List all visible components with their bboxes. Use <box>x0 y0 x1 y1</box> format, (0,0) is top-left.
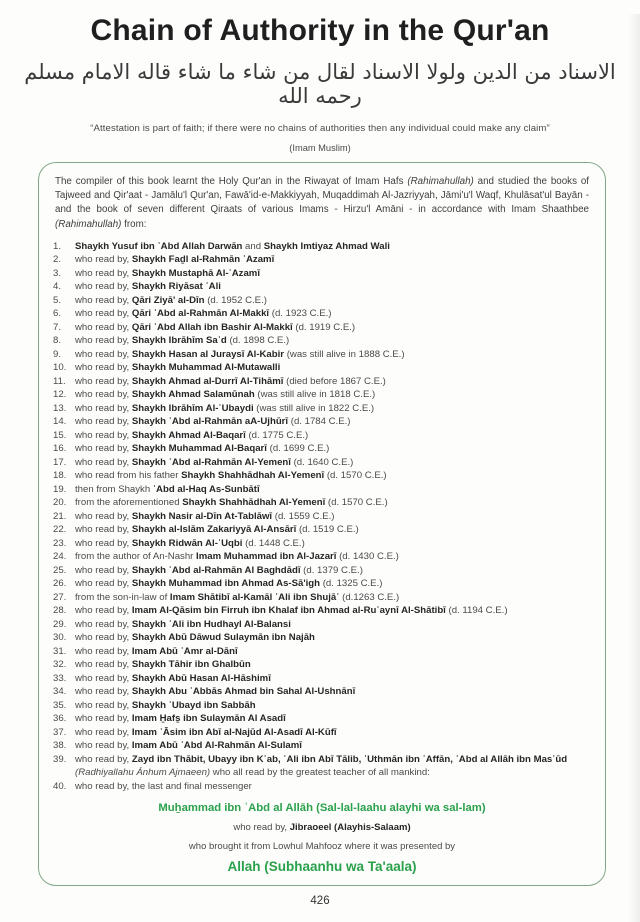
text-segment: (d. 1559 C.E.) <box>272 510 335 522</box>
text-segment: who read by, <box>75 389 132 401</box>
chain-item-number: 32. <box>53 659 67 671</box>
chain-item-text <box>75 429 593 443</box>
chain-item-number: 33. <box>53 672 67 684</box>
chain-item-number: 15. <box>53 429 67 441</box>
chain-item <box>51 321 593 335</box>
chain-item <box>51 240 593 254</box>
chain-item <box>51 348 593 362</box>
chain-item-number: 24. <box>53 551 67 563</box>
chain-item-text <box>75 253 593 267</box>
chain-item <box>51 510 593 524</box>
chain-item-text <box>75 564 593 578</box>
chain-item-number: 28. <box>53 605 67 617</box>
text-segment: (Radhiyallahu Ánhum Ajmaeen) <box>75 767 211 779</box>
chain-item-number: 11. <box>53 375 66 387</box>
text-segment: from the author of An-Nashr <box>75 551 197 563</box>
chain-item <box>51 550 593 564</box>
text-segment: Zayd ibn Thābit, Ubayy ibn Kʿab, ʿAli ibn Abī Tālib, ʿUthmān ibn ʿAffān, ʿAbd al Allāh ibn Masʿūd <box>131 753 568 765</box>
chain-item <box>51 429 593 443</box>
chain-item-number: 6. <box>53 308 62 320</box>
text-segment: Imam Abū ʿAbd Al-Rahmān Al-Sulamī <box>131 740 302 752</box>
chain-item-number: 14. <box>53 416 67 428</box>
text-segment: Shaykh Mustaphā Al-ʿAzamī <box>131 267 261 279</box>
text-segment: who read by, <box>75 321 132 333</box>
chain-item <box>51 780 593 794</box>
text-segment: who read by, <box>75 281 132 293</box>
text-segment: who all read by the greatest teacher of all mankind: <box>210 767 430 779</box>
text-segment: who read by, <box>75 632 132 644</box>
text-segment: Shaykh Muhammad ibn Ahmad As-Sā'igh <box>131 578 321 590</box>
chain-item <box>51 523 593 537</box>
text-segment: who read by, <box>75 605 132 617</box>
chain-item-number: 5. <box>53 294 62 306</box>
text-segment: (d. 1640 C.E.) <box>290 456 354 468</box>
text-segment: Shaykh Abu ʿAbbās Ahmad bin Sahal Al-Ushnānī <box>131 686 356 698</box>
text-segment: (d. 1923 C.E.) <box>269 308 332 320</box>
chain-item-text <box>75 672 593 686</box>
chain-item-text <box>75 712 593 726</box>
text-segment: (was still alive in 1888 C.E.) <box>284 348 405 360</box>
text-segment: who read by, <box>75 348 132 360</box>
text-segment: Shaykh Ahmad Al-Baqarī <box>131 429 246 441</box>
text-segment: who read by, <box>75 335 132 347</box>
text-segment: who read by, <box>75 402 132 414</box>
text-segment: who read by, <box>75 524 132 536</box>
chain-item-text <box>75 294 593 308</box>
chain-item-text <box>75 645 593 659</box>
text-segment: Shaykh Hasan al Juraysī Al-Kabir <box>131 348 285 360</box>
text-segment: who read by, <box>75 267 132 279</box>
text-segment: who read by, <box>75 429 132 441</box>
text-segment: Shaykh Ahmad Salamūnah <box>131 389 255 401</box>
chain-item-number: 35. <box>53 699 67 711</box>
text-segment: (d. 1448 C.E.) <box>242 537 305 549</box>
text-segment: who read by, <box>75 753 132 765</box>
text-segment: Shaykh Riyāsat ʿAli <box>131 281 221 293</box>
text-segment: (Rahimahullah) <box>55 218 122 230</box>
jibraeel-line-prefix: who read by, <box>233 822 290 834</box>
chain-item-text <box>75 267 593 281</box>
text-segment: from the aforementioned <box>75 497 183 509</box>
text-segment: Shaykh Faḏl al-Rahmān ʿAzamī <box>131 254 275 266</box>
chain-item-number: 18. <box>53 470 67 482</box>
text-segment: Shaykh ʿAbd al-Rahmān Al-Yemenī <box>131 456 291 468</box>
text-segment: who read by, <box>75 686 132 698</box>
chain-item-text <box>75 456 593 470</box>
chain-item-number: 27. <box>53 591 67 603</box>
chain-item-number: 26. <box>53 578 67 590</box>
chain-item <box>51 564 593 578</box>
lowhul-mahfooz-line: who brought it from Lowhul Mahfooz where it was presented by <box>188 841 456 853</box>
text-segment: who read by, <box>75 375 132 387</box>
text-segment: and <box>242 240 264 252</box>
text-segment: (was still alive in 1818 C.E.) <box>254 389 376 401</box>
text-segment: Qāri ʿAbd al-Rahmān Al-Makkī <box>131 308 270 320</box>
text-segment: Shaykh Yusuf ibn ʿAbd Allah Darwān <box>75 240 243 252</box>
text-segment: who read by, <box>75 254 132 266</box>
text-segment: (d. 1194 C.E.) <box>445 605 508 617</box>
chain-item <box>51 631 593 645</box>
document-page <box>0 14 640 907</box>
text-segment: (d. 1325 C.E.) <box>320 578 383 590</box>
chain-item-text <box>75 388 593 402</box>
chain-item-text <box>75 240 593 254</box>
chain-item-text <box>75 334 593 348</box>
allah-line: Allah (Subhaanhu wa Ta'aala) <box>227 859 417 875</box>
chain-item <box>51 699 593 713</box>
chain-item-number: 23. <box>53 537 67 549</box>
chain-item <box>51 280 593 294</box>
text-segment: Imam Abū ʿAmr al-Dānī <box>131 645 238 657</box>
chain-item-text <box>75 402 593 416</box>
text-segment: who read by, <box>75 578 132 590</box>
text-segment: (d. 1379 C.E.) <box>300 564 363 576</box>
text-segment: Shaykh Abū Dāwud Sulaymān ibn Najāh <box>131 632 315 644</box>
chain-item-number: 20. <box>53 497 67 509</box>
prophet-line: Muẖammad ibn ʿAbd al Allāh (Sal-lal-laahu alayhi wa sal-lam) <box>158 802 486 815</box>
text-segment: Shaykh Muhammad Al-Mutawalli <box>131 362 281 374</box>
chain-item-number: 39. <box>53 753 67 765</box>
text-segment: Shaykh al-Islām Zakariyyā Al-Ansārī <box>131 524 297 536</box>
chain-item <box>51 712 593 726</box>
text-segment: (d. 1519 C.E.) <box>296 524 359 536</box>
text-segment: (d. 1699 C.E.) <box>266 443 330 455</box>
text-segment: who read by, <box>75 659 132 671</box>
chain-item <box>51 658 593 672</box>
chain-item-number: 1. <box>53 240 62 252</box>
text-segment: Shaykh Abū Hasan Al-Hāshimī <box>131 672 271 684</box>
chain-item-text <box>75 483 593 497</box>
arabic-hadith-text: الاسناد من الدين ولولا الاسناد لقال من شاء ما شاء قاله الامام مسلم رحمه الله <box>24 60 616 108</box>
text-segment: (d. 1570 C.E.) <box>324 470 387 482</box>
text-segment: Imam Al-Qāsim bin Firruh ibn Khalaf ibn Ahmad al-Ruʿaynī Al-Shātibī <box>131 605 446 617</box>
chain-item-number: 2. <box>53 254 62 266</box>
text-segment: Shaykh Muhammad Al-Baqarī <box>131 443 267 455</box>
chain-item-number: 38. <box>53 740 67 752</box>
chain-item-number: 36. <box>53 713 67 725</box>
text-segment: (d. 1570 C.E.) <box>325 497 388 509</box>
chain-item <box>51 415 593 429</box>
chain-item-text <box>75 496 593 510</box>
text-segment: who read by, <box>75 618 132 630</box>
chain-item-number: 31. <box>53 645 67 657</box>
chain-item <box>51 402 593 416</box>
text-segment: and studied the books of Tajweed and Qir'aat - Jamālu'l Qur'an, Fawā'id-e-Makkiyyah, Muqaddimah Al-Jazriyyah, Jāmi'u'l Waqf, Khulāsat'ul Bayān - and the book of seven different Qiraats of various Imams - Hirzu'l Amāni - in accordance with Imam Shaathbee <box>55 176 590 216</box>
chain-item-text <box>75 348 593 362</box>
chain-item <box>51 334 593 348</box>
chain-item-text <box>75 739 593 753</box>
chain-item-text <box>75 510 593 524</box>
text-segment: (was still alive in 1822 C.E.) <box>253 402 375 414</box>
chain-item-text <box>75 699 593 713</box>
chain-item <box>51 267 593 281</box>
page-number: 426 <box>310 895 330 907</box>
text-segment: Shaykh ʿAbd al-Rahmān aA-Ujhūrī <box>131 416 289 428</box>
chain-item-text <box>75 537 593 551</box>
chain-item <box>51 294 593 308</box>
chain-item-number: 34. <box>53 686 67 698</box>
chain-item <box>51 388 593 402</box>
chain-item-text <box>75 618 593 632</box>
text-segment: who read by, <box>75 443 132 455</box>
text-segment: who read by, <box>75 672 132 684</box>
intro-paragraph <box>55 175 589 232</box>
text-segment: who read by, <box>75 740 132 752</box>
chain-item-text <box>75 442 593 456</box>
chain-item-text <box>75 780 593 794</box>
chain-item-text <box>75 469 593 483</box>
chain-item-number: 9. <box>53 348 62 360</box>
chain-item-text <box>75 280 593 294</box>
chain-item-text <box>75 685 593 699</box>
text-segment: Shaykh Nasir al-Dīn At-Tablāwī <box>131 510 273 522</box>
chain-item-number: 12. <box>53 389 67 401</box>
chain-item <box>51 361 593 375</box>
chain-item-text <box>75 361 593 375</box>
chain-item-number: 19. <box>53 483 67 495</box>
text-segment: (d. 1952 C.E.) <box>204 294 267 306</box>
text-segment: (d. 1898 C.E.) <box>226 335 290 347</box>
chain-item-text <box>75 307 593 321</box>
page-title: Chain of Authority in the Qur'an <box>90 14 550 47</box>
text-segment: Qāri Ziyā' al-Dīn <box>131 294 205 306</box>
text-segment: who read by, <box>75 564 132 576</box>
chain-item <box>51 672 593 686</box>
chain-item-number: 17. <box>53 456 67 468</box>
text-segment: Shaykh ʿAbd al-Rahmān Al Baghdādī <box>131 564 301 576</box>
text-segment: Shaykh Ridwān Al-ʿUqbi <box>131 537 243 549</box>
text-segment: (d.1263 C.E.) <box>339 591 400 603</box>
text-segment: who read by, <box>75 726 132 738</box>
chain-item <box>51 442 593 456</box>
chain-item-number: 8. <box>53 335 62 347</box>
chain-item-text <box>75 550 593 564</box>
chain-item <box>51 537 593 551</box>
text-segment: Shaykh Tāhir ibn Ghalbūn <box>131 659 251 671</box>
text-segment: from the son-in-law of <box>75 591 170 603</box>
chain-item <box>51 253 593 267</box>
chain-item <box>51 753 593 780</box>
text-segment: (d. 1430 C.E.) <box>336 551 399 563</box>
text-segment: who read by, <box>75 713 132 725</box>
text-segment: who read by, <box>75 416 132 428</box>
text-segment: (died before 1867 C.E.) <box>283 375 386 387</box>
chain-item-number: 21. <box>53 510 67 522</box>
text-segment: who read by, <box>75 308 132 320</box>
chain-item-number: 13. <box>53 402 67 414</box>
chain-footer <box>51 802 593 874</box>
text-segment: Imam Muhammad ibn Al-Jazarī <box>196 551 337 563</box>
chain-item <box>51 577 593 591</box>
text-segment: who read by, <box>75 362 132 374</box>
text-segment: Shaykh ʿUbayd ibn Sabbāh <box>131 699 256 711</box>
text-segment: Qāri ʿAbd Allah ibn Bashir Al-Makkī <box>131 321 293 333</box>
text-segment: who read by, <box>75 699 132 711</box>
text-segment: then from Shaykh <box>75 483 153 495</box>
chain-item-text <box>75 658 593 672</box>
text-segment: who read by, <box>75 645 132 657</box>
text-segment: The compiler of this book learnt the Holy Qur'an in the Riwayat of Imam Hafs <box>55 176 408 187</box>
chain-item <box>51 685 593 699</box>
text-segment: Shaykh Ahmad al-Durrī Al-Tihāmī <box>131 375 284 387</box>
chain-item-number: 37. <box>53 726 67 738</box>
chain-item-text <box>75 631 593 645</box>
chain-item <box>51 618 593 632</box>
chain-item-text <box>75 321 593 335</box>
text-segment: (d. 1919 C.E.) <box>292 321 356 333</box>
text-segment: ʿAbd al-Haq As-Sunbātī <box>152 483 260 495</box>
text-segment: Imam Shātibī al-Kamāl ʿAli ibn Shujāʿ <box>169 591 340 603</box>
chain-item-text <box>75 577 593 591</box>
chain-item-number: 29. <box>53 618 67 630</box>
chain-item <box>51 496 593 510</box>
chain-item-text <box>75 415 593 429</box>
chain-item <box>51 375 593 389</box>
quote-attribution: (Imam Muslim) <box>289 143 351 153</box>
text-segment: who read from his father <box>75 470 182 482</box>
chain-item-text <box>75 726 593 740</box>
chain-of-authority-box <box>38 162 606 886</box>
text-segment: Shaykh Ibrāhīm Al-ʿUbaydi <box>131 402 254 414</box>
chain-item <box>51 739 593 753</box>
jibraeel-name: Jibraoeel (Alayhis-Salaam) <box>289 822 411 834</box>
text-segment: Shaykh Shahhādhah Al-Yemenī <box>181 470 325 482</box>
chain-item-text <box>75 753 593 780</box>
chain-item-number: 25. <box>53 564 67 576</box>
chain-item-number: 7. <box>53 321 62 333</box>
chain-item <box>51 604 593 618</box>
text-segment: Shaykh Ibrāhīm Saʿd <box>131 335 227 347</box>
text-segment: Imam ʿĀsim ibn Abī al-Najūd Al-Asadī Al-Kūfī <box>131 726 337 738</box>
text-segment: Imam H̱afs̱ ibn Sulaymān Al Asadī <box>131 713 286 725</box>
chain-item-text <box>75 604 593 618</box>
chain-item-text <box>75 591 593 605</box>
hadith-translation-quote: “Attestation is part of faith; if there were no chains of authorities then any individual could make any claim” <box>90 123 550 134</box>
chain-item-number: 4. <box>53 281 62 293</box>
chain-item-number: 16. <box>53 443 67 455</box>
text-segment: from: <box>121 218 147 230</box>
chain-item <box>51 591 593 605</box>
text-segment: who read by, the last and final messenger <box>75 780 252 792</box>
chain-item-number: 22. <box>53 524 67 536</box>
text-segment: (Rahimahullah) <box>407 176 474 187</box>
chain-item <box>51 483 593 497</box>
chain-item-text <box>75 523 593 537</box>
text-segment: Shaykh ʿAli ibn Hudhayl Al-Balansi <box>131 618 291 630</box>
text-segment: who read by, <box>75 456 132 468</box>
chain-item-number: 30. <box>53 632 67 644</box>
text-segment: Shaykh Imtiyaz Ahmad Wali <box>263 240 390 252</box>
chain-item-number: 3. <box>53 267 62 279</box>
chain-item <box>51 469 593 483</box>
chain-item <box>51 645 593 659</box>
chain-item-number: 10. <box>53 362 67 374</box>
jibraeel-line <box>51 822 593 833</box>
chain-item <box>51 307 593 321</box>
chain-item <box>51 456 593 470</box>
chain-item <box>51 726 593 740</box>
text-segment: who read by, <box>75 294 132 306</box>
chain-list <box>51 240 593 794</box>
text-segment: (d. 1775 C.E.) <box>245 429 309 441</box>
chain-item-text <box>75 375 593 389</box>
text-segment: (d. 1784 C.E.) <box>288 416 351 428</box>
text-segment: who read by, <box>75 510 132 522</box>
text-segment: Shaykh Shahhādhah Al-Yemenī <box>182 497 326 509</box>
chain-item-number: 40. <box>53 780 67 792</box>
text-segment: who read by, <box>75 537 132 549</box>
